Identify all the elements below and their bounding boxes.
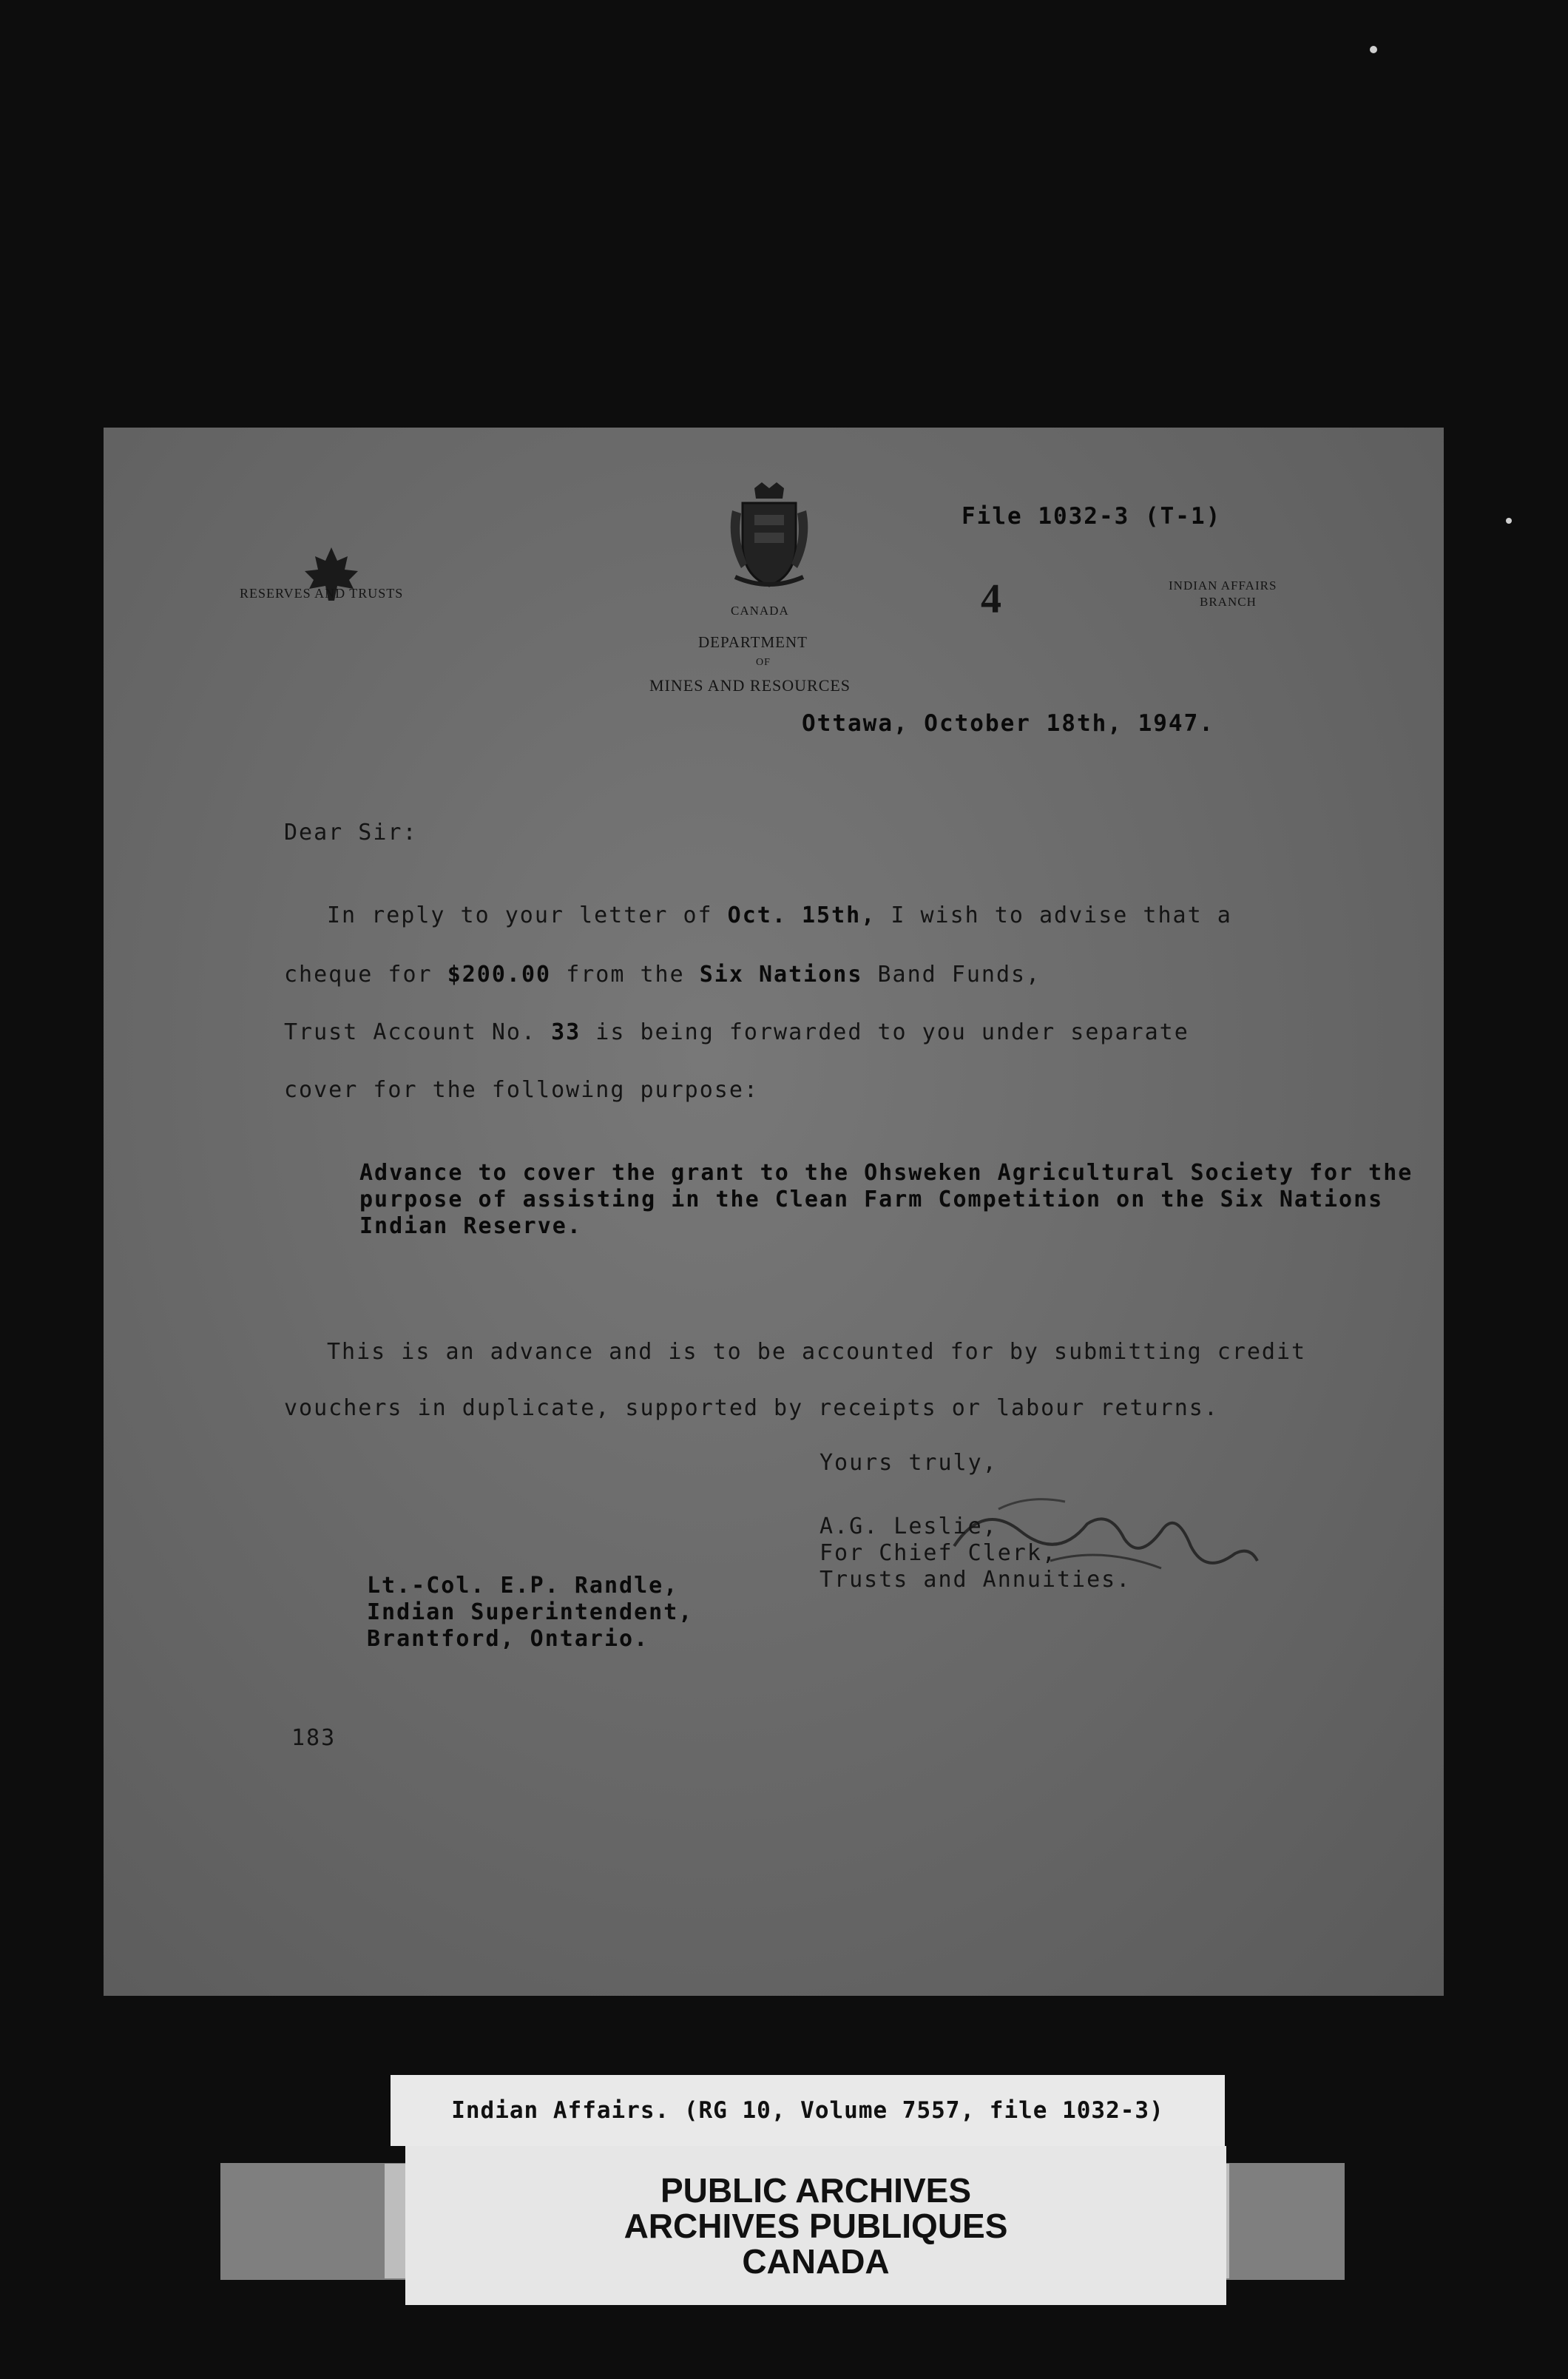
file-reference: File 1032-3 (T-1)	[962, 503, 1222, 530]
signer-title: For Chief Clerk,	[820, 1540, 1057, 1566]
purpose-line: Indian Reserve.	[359, 1213, 582, 1239]
purpose-line: Advance to cover the grant to the Ohsweken Agricultural Society for the	[359, 1160, 1413, 1186]
left-header: RESERVES AND TRUSTS	[240, 586, 404, 601]
signer-name: A.G. Leslie,	[820, 1514, 998, 1539]
recipient-line: Brantford, Ontario.	[367, 1626, 649, 1652]
para1-line3	[284, 1019, 1189, 1045]
para1-text: In reply to your letter of	[327, 902, 713, 928]
stamp-line: CANADA	[742, 2241, 890, 2281]
date-line: Ottawa, October 18th, 1947.	[802, 710, 1214, 737]
letter-date: Oct. 15th,	[727, 902, 876, 928]
recipient-line: Lt.-Col. E.P. Randle,	[367, 1573, 679, 1599]
band-name: Six Nations	[699, 962, 863, 988]
para1-text: is being forwarded to you under separate	[595, 1019, 1189, 1045]
para2-line2: vouchers in duplicate, supported by receipts or labour returns.	[284, 1395, 1219, 1421]
salutation: Dear Sir:	[284, 820, 418, 846]
letter-sheet	[104, 428, 1444, 1996]
account-number: 33	[551, 1019, 581, 1045]
signer-office: Trusts and Annuities.	[820, 1567, 1132, 1593]
purpose-line: purpose of assisting in the Clean Farm Competition on the Six Nations	[359, 1187, 1384, 1212]
para1-text: I wish to advise that a	[891, 902, 1232, 928]
hand-mark: 4	[981, 576, 1001, 622]
cheque-amount: $200.00	[447, 962, 552, 988]
film-speck	[1506, 518, 1512, 524]
para1-line1	[327, 902, 1232, 928]
para1-text: from the	[566, 962, 685, 988]
para1-line4: cover for the following purpose:	[284, 1077, 759, 1103]
department-line3: MINES AND RESOURCES	[649, 676, 851, 695]
right-header-line2: BRANCH	[1200, 595, 1257, 609]
para1-text: Band Funds,	[877, 962, 1041, 988]
reference-number: 183	[291, 1725, 337, 1751]
closing: Yours truly,	[820, 1450, 998, 1476]
recipient-line: Indian Superintendent,	[367, 1599, 694, 1625]
department-line1: DEPARTMENT	[698, 633, 808, 651]
coat-of-arms-icon	[725, 481, 814, 592]
archive-label: Indian Affairs. (RG 10, Volume 7557, file 1032-3)	[391, 2075, 1225, 2146]
para1-line2	[284, 962, 1041, 988]
stamp-line: PUBLIC ARCHIVES	[660, 2170, 971, 2210]
para1-text: cheque for	[284, 962, 433, 988]
department-line2: OF	[756, 657, 771, 668]
stamp-line: ARCHIVES PUBLIQUES	[624, 2206, 1008, 2245]
country-label: CANADA	[731, 604, 789, 618]
right-header-line1: INDIAN AFFAIRS	[1169, 578, 1277, 593]
para2-line1: This is an advance and is to be accounted for by submitting credit	[327, 1339, 1307, 1365]
film-speck	[1370, 46, 1377, 53]
para1-text: Trust Account No.	[284, 1019, 537, 1045]
public-archives-stamp	[405, 2146, 1226, 2305]
